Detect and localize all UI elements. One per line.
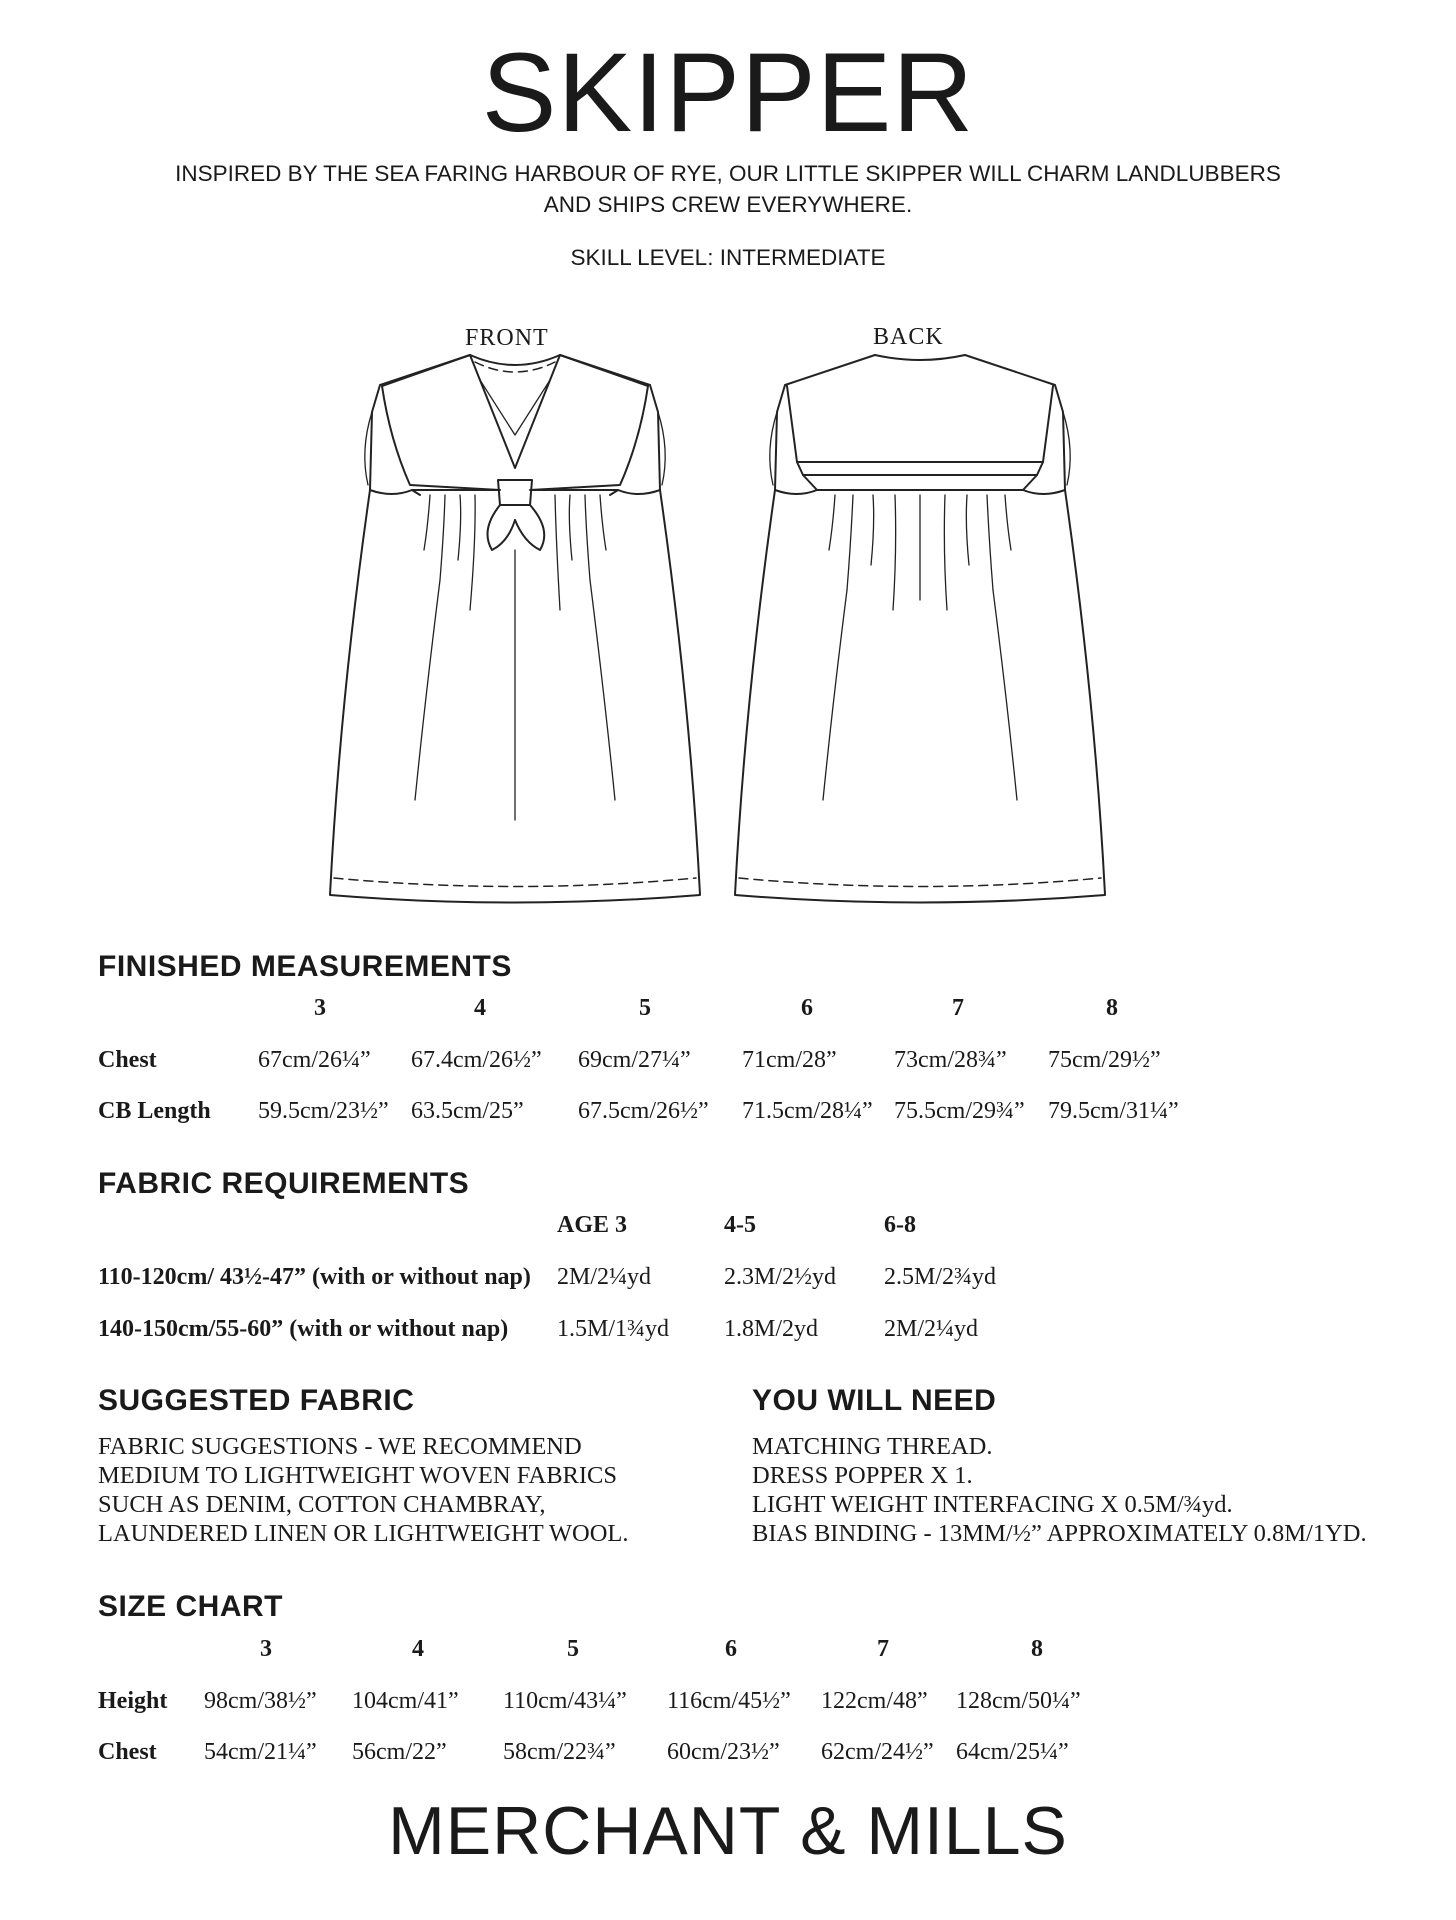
sc-row-label-height: Height (98, 1688, 168, 1714)
fr-age-header: 4-5 (724, 1212, 756, 1238)
suggested-fabric-heading: SUGGESTED FABRIC (98, 1384, 415, 1417)
fm-row-label-chest: Chest (98, 1047, 157, 1073)
sc-height-value: 98cm/38½” (204, 1688, 317, 1714)
suggested-fabric-line: MEDIUM TO LIGHTWEIGHT WOVEN FABRICS (98, 1462, 618, 1489)
fm-chest-value: 71cm/28” (742, 1047, 837, 1073)
tagline-line-1: INSPIRED BY THE SEA FARING HARBOUR OF RYE, OUR LITTLE SKIPPER WILL CHARM LANDLUBBERS (175, 161, 1281, 186)
dress-back-illustration (725, 350, 1115, 910)
you-will-need-list (752, 1432, 1367, 1548)
pattern-tagline (0, 158, 1456, 220)
fm-chest-value: 73cm/28¾” (894, 1047, 1007, 1073)
you-will-need-heading: YOU WILL NEED (752, 1384, 997, 1417)
suggested-fabric-line: LAUNDERED LINEN OR LIGHTWEIGHT WOOL. (98, 1520, 629, 1547)
fr-110-value: 2M/2¼yd (557, 1264, 652, 1290)
size-chart-heading: SIZE CHART (98, 1590, 283, 1623)
fr-row-label-140: 140-150cm/55-60” (with or without nap) (98, 1316, 509, 1342)
front-view-label: FRONT (465, 325, 549, 351)
fabric-requirements-heading: FABRIC REQUIREMENTS (98, 1167, 470, 1200)
fr-110-value: 2.5M/2¾yd (884, 1264, 997, 1290)
fr-140-value: 1.8M/2yd (724, 1316, 819, 1342)
dress-front-illustration (320, 350, 710, 910)
sc-chest-value: 58cm/22¾” (503, 1739, 616, 1765)
fm-chest-value: 75cm/29½” (1048, 1047, 1161, 1073)
fr-140-value: 1.5M/1¾yd (557, 1316, 670, 1342)
fm-cb-length-value: 79.5cm/31¼” (1048, 1098, 1179, 1124)
sc-size-header: 5 (567, 1636, 579, 1662)
fm-size-header: 4 (474, 995, 486, 1021)
fr-140-value: 2M/2¼yd (884, 1316, 979, 1342)
tagline-line-2: AND SHIPS CREW EVERYWHERE. (543, 192, 913, 217)
fm-size-header: 8 (1106, 995, 1118, 1021)
finished-measurements-heading: FINISHED MEASUREMENTS (98, 950, 512, 983)
fm-size-header: 6 (801, 995, 813, 1021)
fr-age-header: 6-8 (884, 1212, 916, 1238)
you-will-need-item: BIAS BINDING - 13MM/½” APPROXIMATELY 0.8M/1YD. (752, 1520, 1367, 1547)
fr-110-value: 2.3M/2½yd (724, 1264, 837, 1290)
fm-chest-value: 67cm/26¼” (258, 1047, 371, 1073)
fm-cb-length-value: 75.5cm/29¾” (894, 1098, 1025, 1124)
sc-height-value: 116cm/45½” (667, 1688, 791, 1714)
brand-logo-text: MERCHANT & MILLS (388, 1793, 1068, 1869)
fm-size-header: 7 (952, 995, 964, 1021)
back-view-label: BACK (873, 324, 944, 350)
sc-chest-value: 60cm/23½” (667, 1739, 780, 1765)
you-will-need-item: LIGHT WEIGHT INTERFACING X 0.5M/¾yd. (752, 1491, 1233, 1518)
fr-row-label-110: 110-120cm/ 43½-47” (with or without nap) (98, 1264, 531, 1290)
sc-height-value: 104cm/41” (352, 1688, 459, 1714)
fm-size-header: 3 (314, 995, 326, 1021)
sc-row-label-chest: Chest (98, 1739, 157, 1765)
pattern-title: SKIPPER (481, 30, 975, 155)
sc-size-header: 6 (725, 1636, 737, 1662)
sc-size-header: 3 (260, 1636, 272, 1662)
sc-chest-value: 62cm/24½” (821, 1739, 934, 1765)
sc-height-value: 122cm/48” (821, 1688, 928, 1714)
skill-level: SKILL LEVEL: INTERMEDIATE (570, 245, 886, 270)
fm-cb-length-value: 71.5cm/28¼” (742, 1098, 873, 1124)
fm-size-header: 5 (639, 995, 651, 1021)
sc-chest-value: 54cm/21¼” (204, 1739, 317, 1765)
fm-cb-length-value: 63.5cm/25” (411, 1098, 524, 1124)
fr-age-header: AGE 3 (557, 1212, 628, 1238)
fm-chest-value: 69cm/27¼” (578, 1047, 691, 1073)
you-will-need-item: DRESS POPPER X 1. (752, 1462, 973, 1489)
fm-row-label-cb-length: CB Length (98, 1098, 211, 1124)
suggested-fabric-text (98, 1432, 629, 1548)
sc-size-header: 8 (1031, 1636, 1043, 1662)
sc-size-header: 4 (412, 1636, 424, 1662)
sc-height-value: 110cm/43¼” (503, 1688, 627, 1714)
suggested-fabric-line: SUCH AS DENIM, COTTON CHAMBRAY, (98, 1491, 546, 1518)
sc-height-value: 128cm/50¼” (956, 1688, 1081, 1714)
sc-chest-value: 64cm/25¼” (956, 1739, 1069, 1765)
fm-cb-length-value: 59.5cm/23½” (258, 1098, 389, 1124)
fm-cb-length-value: 67.5cm/26½” (578, 1098, 709, 1124)
suggested-fabric-line: FABRIC SUGGESTIONS - WE RECOMMEND (98, 1433, 582, 1460)
you-will-need-item: MATCHING THREAD. (752, 1433, 993, 1460)
sc-size-header: 7 (877, 1636, 889, 1662)
fm-chest-value: 67.4cm/26½” (411, 1047, 542, 1073)
sc-chest-value: 56cm/22” (352, 1739, 447, 1765)
